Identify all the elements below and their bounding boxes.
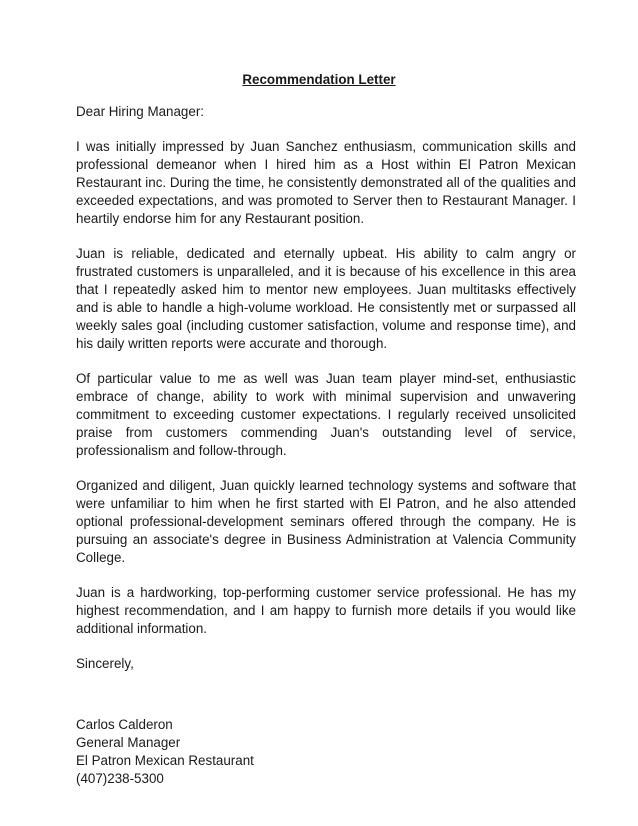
signature-space [76,673,576,716]
signer-company: El Patron Mexican Restaurant [76,753,254,768]
signature-block [76,716,576,788]
paragraph-3: Of particular value to me as well was Juan team player mind-set, enthusiastic embrace of change, ability to work with minimal supervision and unwavering commitment to exceeding customer expectations. I regularly received unsolicited praise from customers commending Juan's outstanding level of service, professionalism and follow-through. [76,371,576,458]
signer-phone: (407)238-5300 [76,771,164,786]
closing: Sincerely, [76,656,134,671]
paragraph-2: Juan is reliable, dedicated and eternally upbeat. His ability to calm angry or frustrated customers is unparalleled, and it is because of his excellence in this area that I repeatedly asked him to mentor new employees. Juan multitasks effectively and is able to handle a high-volume workload. He consistently met or surpassed all weekly sales goal (including customer satisfaction, volume and response time), and his daily written reports were accurate and thorough. [76,246,576,351]
paragraph-4: Organized and diligent, Juan quickly learned technology systems and software that were unfamiliar to him when he first started with El Patron, and he also attended optional professional-development seminars offered through the company. He is pursuing an associate's degree in Business Administration at Valencia Community College. [76,478,576,565]
signer-position: General Manager [76,735,181,750]
letter-body [76,103,576,788]
signer-name: Carlos Calderon [76,717,173,732]
paragraph-1: I was initially impressed by Juan Sanchez enthusiasm, communication skills and professional demeanor when I hired him as a Host within El Patron Mexican Restaurant inc. During the time, he consistently demonstrated all of the qualities and exceeded expectations, and was promoted to Server then to Restaurant Manager. I heartily endorse him for any Restaurant position. [76,139,576,226]
paragraph-5: Juan is a hardworking, top-performing customer service professional. He has my highest recommendation, and I am happy to furnish more details if you would like additional information. [76,585,576,636]
letter-title: Recommendation Letter [242,72,396,87]
salutation: Dear Hiring Manager: [76,104,205,119]
